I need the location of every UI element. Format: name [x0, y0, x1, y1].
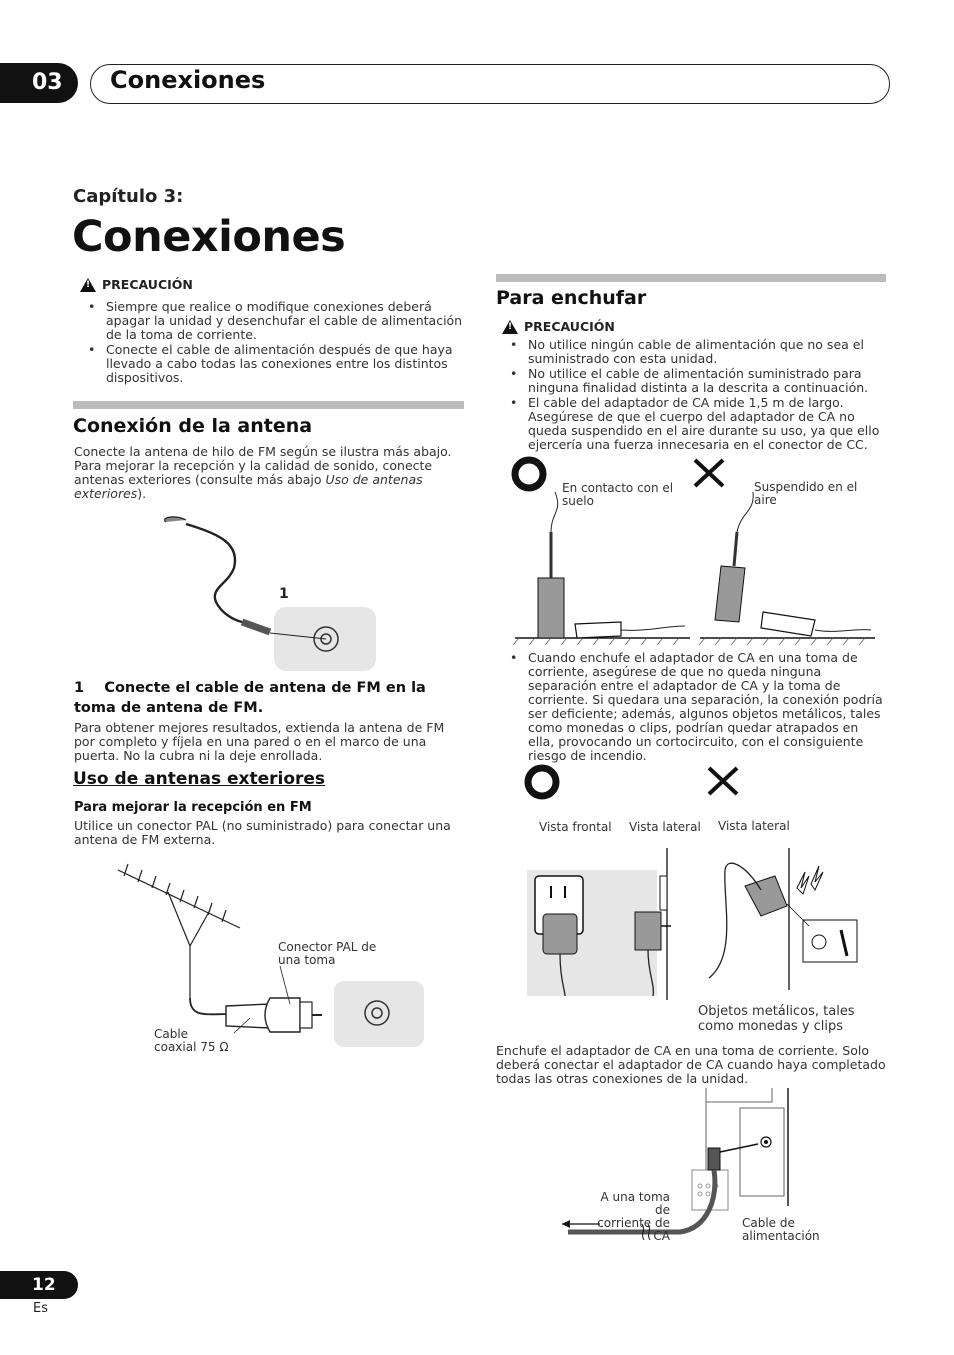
warning-icon — [502, 320, 518, 334]
floor-label: En contacto con el suelo — [562, 481, 674, 508]
plug-body: Enchufe el adaptador de CA en una toma de corriente. Solo deberá conectar el adaptador de CA cuando haya completado todas las otras conexiones de la unidad. — [496, 1043, 886, 1086]
caution-label: PRECAUCIÓN — [102, 277, 193, 292]
figure-label-1: 1 — [279, 586, 289, 602]
list-item: • Cuando enchufe el adaptador de CA en una toma de corriente, asegúrese de que no queda ninguna separación entre el adaptador de CA y la toma de corriente. Si quedara una separación, la conexión podría ser deficiente; además, algunos objetos metálicos, tales como monedas o clips, podrían quedar atrapados en ella, provocando un cortocircuito, con el consiguiente riesgo de incendio. — [496, 651, 888, 763]
section-bar — [73, 401, 464, 409]
side-view-label-1: Vista lateral — [629, 820, 701, 834]
metal-objects-label: Objetos metálicos, tales como monedas y clips — [698, 1004, 855, 1034]
header-title: Conexiones — [110, 66, 266, 94]
outdoor-body: Utilice un conector PAL (no suministrado) para conectar una antena de FM externa. — [74, 818, 451, 847]
language-code: Es — [33, 1301, 48, 1316]
correct-icon — [515, 460, 543, 488]
outlet-views-figure — [505, 760, 890, 1005]
step-1-body: Para obtener mejores resultados, extienda la antena de FM por completo y fíjela en una pared o en el marco de una puerta. No la cubra ni la deje enrollada. — [74, 720, 445, 763]
outdoor-subheading: Para mejorar la recepción en FM — [74, 800, 312, 815]
outdoor-heading: Uso de antenas exteriores — [73, 769, 326, 789]
chapter-label: Capítulo 3: — [73, 186, 184, 207]
antenna-intro: Conecte la antena de hilo de FM según se ilustra más abajo. Para mejorar la recepción y la calidad de sonido, conecte antenas exteriores (consulte más abajo Uso de antenas exteriores). — [74, 444, 452, 501]
caution-list-left — [74, 300, 466, 386]
caution-heading-right — [502, 319, 615, 334]
section-bar-right — [496, 274, 886, 282]
coaxial-cable-label: Cable coaxial 75 Ω — [154, 1027, 229, 1054]
step-1: 1 Conecte el cable de antena de FM en la toma de antena de FM. — [74, 680, 426, 716]
fm-antenna-figure — [150, 510, 390, 680]
chapter-number-badge: 03 — [0, 63, 78, 103]
ac-outlet-label: A una toma de corriente de CA — [597, 1190, 670, 1243]
page-number-badge: 12 — [0, 1271, 78, 1299]
front-view-label: Vista frontal — [539, 820, 612, 834]
pal-connector-label: Conector PAL de una toma — [278, 940, 377, 967]
caution-list-right — [496, 338, 888, 453]
antenna-heading: Conexión de la antena — [73, 415, 313, 437]
outlet-warning — [496, 651, 888, 764]
list-item: • Conecte el cable de alimentación después de que haya llevado a cabo todas las conexiones entre los distintos dispositivos. — [74, 343, 466, 385]
list-item: • Siempre que realice o modifique conexiones deberá apagar la unidad y desenchufar el cable de alimentación de la toma de corriente. — [74, 300, 466, 342]
caution-label: PRECAUCIÓN — [524, 319, 615, 334]
air-label: Suspendido en el aire — [754, 480, 858, 507]
correct-icon — [528, 768, 556, 796]
plug-heading: Para enchufar — [496, 287, 647, 309]
list-item: • No utilice ningún cable de alimentación que no sea el suministrado con esta unidad. — [496, 338, 888, 366]
warning-icon — [80, 278, 96, 292]
side-view-label-2: Vista lateral — [718, 819, 790, 833]
power-cord-label: Cable de alimentación — [742, 1216, 820, 1243]
page-title: Conexiones — [72, 212, 346, 262]
incorrect-icon — [709, 768, 737, 794]
list-item: • No utilice el cable de alimentación suministrado para ninguna finalidad distinta a la descrita a continuación. — [496, 367, 888, 395]
caution-heading-left — [80, 277, 193, 292]
incorrect-icon — [695, 460, 723, 486]
list-item: • El cable del adaptador de CA mide 1,5 m de largo. Asegúrese de que el cuerpo del adaptador de CA no queda suspendido en el aire durante su uso, ya que ello ejercería una fuerza innecesaria en el conector de CC. — [496, 396, 888, 452]
